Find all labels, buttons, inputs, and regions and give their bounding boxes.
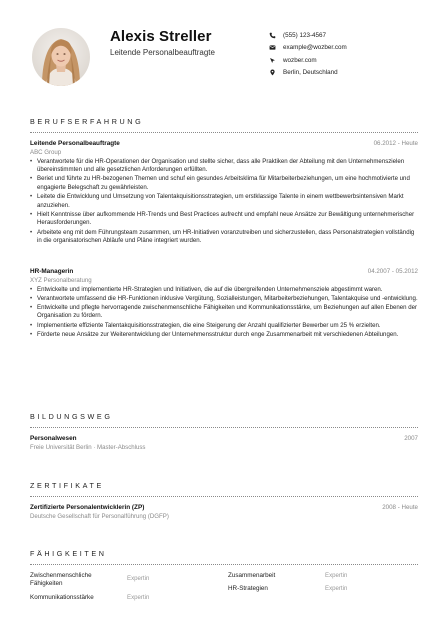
job-bullet: • Verantwortete für die HR-Operationen der Organisation und stellte sicher, dass alle Praktiken der Abteilung mit den Unternehmenszielen übereinstimmten und alle gesetzlichen Anforderungen erfüllten. [30, 158, 418, 175]
job-company: XYZ Personalberatung [30, 276, 92, 284]
job-company: ABC Group [30, 148, 62, 156]
section-title-certificates: ZERTIFIKATE [30, 481, 104, 490]
section-divider [30, 564, 418, 565]
education-title: Personalwesen [30, 435, 77, 442]
job-bullet: • Entwickelte und implementierte HR-Strategien und Initiativen, die auf die übergreifenden Unternehmensziele abgestimmt waren. [30, 286, 418, 295]
job-bullet: • Förderte neue Ansätze zur Weiterentwicklung der Unternehmensstruktur durch enge Zusammenarbeit mit verschiedenen Abteilungen. [30, 331, 418, 340]
job-bullet: • Leitete die Entwicklung und Umsetzung von Talentakquisitionsstrategien, um erstklassige Talente in einem wettbewerbsintensiven Markt anzuziehen. [30, 193, 418, 210]
link-icon [268, 56, 277, 65]
job-bullet: • Beriet und führte zu HR-bezogenen Themen und schuf ein gesundes Arbeitsklima für Mitarbeiterbeziehungen, um eine hochmotivierte und engagierte Belegschaft zu gewährleisten. [30, 175, 418, 192]
job-title: HR-Managerin [30, 268, 74, 275]
job-date: 06.2012 - Heute [373, 140, 418, 147]
contact-location [268, 67, 438, 80]
skill-name: HR-Strategien [228, 585, 268, 592]
contact-list [268, 29, 438, 79]
section-education [30, 412, 418, 428]
job-bullets [30, 158, 418, 246]
job-entry [30, 140, 418, 246]
skill-name: Kommunikationsstärke [30, 594, 94, 601]
skill-level: Expertin [127, 575, 150, 582]
contact-email [268, 42, 438, 55]
skill-name: Zwischenmenschliche Fähigkeiten [30, 572, 92, 587]
contact-email-text[interactable]: example@wozber.com [283, 44, 347, 52]
contact-website-text[interactable]: wozber.com [283, 56, 317, 64]
section-skills [30, 549, 418, 565]
section-title-skills: FÄHIGKEITEN [30, 549, 107, 558]
section-certificates [30, 481, 418, 497]
job-bullet: • Verantwortete umfassend die HR-Funktionen inklusive Vergütung, Sozialleistungen, Mitarbeiterbeziehungen, Talentakquise und -entwicklung. [30, 295, 418, 304]
job-bullet: • Implementierte effiziente Talentakquisitionsstrategien, die eine Steigerung der Anzahl qualifizierter Bewerber um 25 % erzielten. [30, 322, 418, 331]
skill-level: Expertin [325, 572, 348, 579]
candidate-name: Alexis Streller [110, 28, 212, 45]
skill-level: Expertin [127, 594, 150, 601]
email-icon [268, 43, 277, 52]
education-subtitle: Freie Universität Berlin · Master-Abschluss [30, 443, 146, 451]
contact-phone-text[interactable]: (555) 123-4567 [283, 31, 327, 39]
job-date: 04.2007 - 05.2012 [367, 268, 418, 275]
section-experience [30, 117, 418, 133]
certificate-date: 2008 - Heute [382, 504, 418, 511]
certificate-entry [30, 504, 418, 520]
certificate-issuer: Deutsche Gesellschaft für Personalführung (DGFP) [30, 512, 169, 520]
job-bullet: • Entwickelte und pflegte hervorragende zwischenmenschliche Fähigkeiten und Kommunikationsstärke, um Beziehungen auf allen Ebenen der Organisation zu fördern. [30, 304, 418, 321]
contact-phone [268, 29, 438, 42]
job-bullet: • Hielt Kenntnisse über aufkommende HR-Trends und Best Practices aufrecht und empfahl neue Ansätze zur Bewältigung unternehmerischer Herausforderungen. [30, 211, 418, 228]
job-entry [30, 268, 418, 340]
certificate-title: Zertifizierte Personalentwicklerin (ZP) [30, 504, 145, 511]
job-bullets [30, 286, 418, 340]
job-bullet: • Arbeitete eng mit dem Führungsteam zusammen, um HR-Initiativen voranzutreiben und sicherzustellen, dass Personalstrategien vollständig in die organisatorischen Abläufe und Pläne integriert wurden. [30, 229, 418, 246]
contact-location-text: Berlin, Deutschland [283, 69, 338, 77]
skills-grid [30, 572, 418, 612]
education-date: 2007 [404, 435, 418, 442]
candidate-role: Leitende Personalbeauftragte [110, 48, 215, 57]
resume-header [0, 0, 448, 105]
skill-level: Expertin [325, 585, 348, 592]
section-divider [30, 496, 418, 497]
section-title-experience: BERUFSERFAHRUNG [30, 117, 144, 126]
profile-photo [32, 28, 90, 86]
location-icon [268, 68, 277, 77]
section-divider [30, 427, 418, 428]
skill-name: Zusammenarbeit [228, 572, 276, 579]
education-entry [30, 435, 418, 451]
phone-icon [268, 31, 277, 40]
job-title: Leitende Personalbeauftragte [30, 140, 120, 147]
section-divider [30, 132, 418, 133]
contact-website [268, 54, 438, 67]
section-title-education: BILDUNGSWEG [30, 412, 113, 421]
avatar [32, 28, 90, 86]
